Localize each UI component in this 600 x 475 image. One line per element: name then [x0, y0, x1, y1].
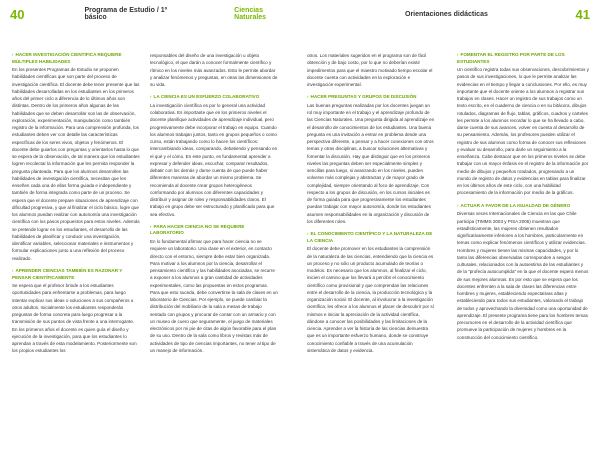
text-column-2 — [150, 52, 278, 472]
right-page-number: 41 — [575, 6, 590, 22]
section-paragraph: Las buenas preguntas realizadas por los docentes juegan un rol muy importante en el trabajo y el aprendizaje profundo de las Ciencias Naturales. Una pregunta dirigida al aprendizaje en el desarrollo de conocimientos de los estudiantes. Una buena pregunta es una invitación a entrar en problema desde una perspectiva diferente, a pensar y a hacer conexiones con otros temas y otras disciplinas, a buscar soluciones alternativas y fomentar la discusión. Hay que distinguir que en los primeros niveles las preguntas deben ser especialmente simples y sencillas para luego, si avanzando en los niveles, pueden volverse más complejas y abstractas y de mayor grado de complejidad, siempre orientando al foco de aprendizaje. Con respecto a los grupos de discusión, en los cursos iniciales es de forma guiada para que progresivamente los estudiantes puedan trabajar con mayor autonomía, donde los estudiantes asumen responsabilidades en la organización y discusión de los diferentes roles. — [307, 102, 435, 224]
section-paragraph: responsables del diseño de una investigación u objeto tecnológico, el que darán a conocer formalmente científico y rítmico en los niveles más avanzados. Esto le permite abordar y analizar fenómenos y preguntas, en otras las dimensiones de su vida. — [150, 53, 278, 87]
section-paragraph: En los presentes Programas de Estudio se proponen habilidades científicas que son parte del proceso de investigación científica. El docente debe tener presente que las habilidades desarrolladas en los estudiantes en los primeros años del primer ciclo a diferencia de lo últimos años son distintas. Dentro de los primeros años algunas de las habilidades que se deben desarrollar son las de observación, exploración, experimentación, manipulación como también registro de la información. Para una comprensión profunda, los estudiantes deben ver con detalle las características específicas de los seres vivos, objetos y fenómenos. El docente debe guiarlos con preguntas y orientarlos hasta lo que se espera de la observación, de tal manera que los estudiantes logren recolectar la información que les permita responder la pregunta planteada. Para que los alumnos desarrollen las habilidades de investigación científica, necesitan que les enseñen cada una de ellas forma guiada e independiente y también de forma integrada como parte de un proceso. Se espera que el docente prepare situaciones de aprendizaje con dificultad progresiva, y que al finalizar el ciclo básico, logre que los alumnos puedan realizar con autonomía una investigación científica con los pasos propuestos para estos niveles. Además se pretende lograr en los estudiantes, el desarrollo de las habilidades de planificar y conducir una investigación, identificar variables, seleccionar materiales e instrumentos y formular explicaciones junto a una reflexión del proceso realizado. — [12, 67, 140, 261]
section-heading: LA CIENCIA ES UN ESFUERZO COLABORATIVO — [153, 94, 260, 100]
text-column-4 — [457, 52, 589, 472]
section-block — [307, 94, 435, 225]
section-block — [12, 52, 140, 262]
program-title: Programa de Estudio / 1º básico — [84, 7, 168, 21]
section-block — [150, 94, 278, 218]
section-block — [457, 203, 589, 341]
section-block — [457, 52, 589, 197]
section-paragraph: La investigación científica es por lo general una actividad colaborativa. Es importante que en los primeros niveles el docente planifique actividades de aprendizaje individual, pero progresivamente debe incorporar el trabajo en equipo. Cuando los alumnos trabajan juntos, tanto en grupos pequeños o como curso, están trabajando como lo hacen los científicos: intercambiando ideas, comparando, debatiendo y pensando en el qué y el cómo. En este punto, es fundamental aprender a expresar y defender ideas, escuchar, comparar resultados, debatir con los demás y darse cuenta de que puede haber diferentes maneras de abordar un mismo problema. Se recomienda al docente crear grupos heterogéneos conformando por alumnos con diferentes capacidades y distribuir y asignar de roles y responsabilidades claros. El trabajo en grupo debe ser estructurado y planificado para que sea efectivo. — [150, 102, 278, 217]
section-heading: HACER PREGUNTAS Y GRUPOS DE DISCUSIÓN — [310, 94, 417, 100]
arrow-icon: › — [457, 202, 459, 208]
arrow-icon: › — [307, 94, 309, 100]
section-paragraph: otros. Los materiales sugeridos en el programa son de fácil obtención y de bajo costo, por lo que no deberían existir impedimentos para que el maestro motivado tiempo escolar el docente cuenta con actividades en la exploración e investigación experimental. — [307, 53, 433, 87]
section-heading: HACER INVESTIGACIÓN CIENTÍFICA REQUIERE MÚLTIPLES HABILIDADES — [12, 52, 122, 64]
text-column-1 — [12, 52, 140, 472]
section-paragraph: Un científico registra todas sus observaciones, descubrimientos y pasos de sus investigaciones, lo que le permite analizar las evidencias en el tiempo y llegar a conclusiones. Por ello, es muy importante que el docente oriente a los alumnos a registrar sus trabajos en clases. Hacer un registro de sus trabajos como un texto escrito, en el cuaderno de ciencia o en su bitácora, dibujos rotulados, diagramas de flujo, tablas, gráficos, cuadros y carteles les permite a los alumnos recordar lo que se ha llevado a cabo, darse cuenta de sus avances, volver en cuenta al desarrollo de su pensamiento. Además, los profesores pueden utilizar el registro de sus alumnos como forma de conocer sus reflexiones y evaluar su desarrollo, para darle un seguimiento a la enseñanza. Cabe destacar que en los primeros niveles se debe trabajar con un mayor énfasis en el registro de la información por medio de dibujos y pequeños rotulados, progresando a un mundo de registro de datos y evidencias en tablas para finalizar en los últimos años de este ciclo, con una habilidad procesamiento de la información por medio de la gráficos. — [457, 67, 589, 196]
section-heading: PARA HACER CIENCIA NO SE REQUIERE LABORATORIO — [150, 223, 245, 236]
section-title: Ciencias Naturales — [234, 7, 267, 21]
arrow-icon: › — [457, 52, 459, 57]
section-heading: FOMENTAR EL REGISTRO POR PARTE DE LOS ESTUDIANTES — [457, 52, 565, 64]
section-block — [12, 268, 140, 355]
section-block — [150, 52, 278, 88]
arrow-icon: › — [150, 223, 152, 229]
section-paragraph: Se espera que el profesor brinde a los estudiantes oportunidades para enfrentarse a problemas, para luego intentar explicar sus ideas o soluciones a sus compañeros u otros adultos. Inicialmente los estudiantes responderán preguntas de forma concreta para luego progresar a la transmisión de sus puntos de vista frente a una interrogante. En los primeros años el docente es quien guía el diseño y ejecución de la investigación, para que los estudiantes lo aprendan a través de esta modelamiento. Posteriormente son los propios estudiantes los — [12, 283, 137, 354]
section-block — [150, 224, 278, 354]
section-heading: ACTUAR A FAVOR DE LA IGUALDAD DE GÉNERO — [460, 202, 571, 208]
right-page-header — [305, 0, 590, 28]
text-column-3 — [307, 52, 435, 472]
section-block — [307, 231, 435, 354]
section-paragraph: El docente debe promover en los estudiantes la comprensión de la naturaleza de las ciencias, entendiendo que la ciencia es un proceso y no sólo un producto acumulado de teorías o modelos. Es necesario que los alumnos, al finalizar el ciclo, inicien el camino que los llevará a percibir el conocimiento científico como provisional y que comprendan las relaciones entre el desarrollo de la ciencia, la producción tecnológica y la organización social. El docente, al involucrar a la investigación científica, les ofrece a los alumnos el placer de descubrir por sí mismos e iniciar la apreciación de la actividad científica, dándose a conocer las posibilidades y las limitaciones de la ciencia. Aprender a ver la historia de las ciencias demuestra que es un importante esfuerzo humano, donde se construye conocimiento confiable a través de una acumulación sistemática de datos y evidencia. — [307, 246, 434, 353]
arrow-icon: › — [12, 267, 14, 273]
section-heading: APRENDER CIENCIAS TAMBIÉN ES RAZONAR Y PENSAR CIENTÍFICAMENTE — [12, 267, 123, 280]
arrow-icon: › — [150, 94, 152, 100]
section-block — [307, 52, 435, 88]
section-paragraph: Diversas veces Internacionales de Ciencia en las que Chile participa (TIMMS 2003 y PISA 2006) muestran que estadísticamente, las mujeres obtienen resultados significativamente inferiores a los hombres, particularmente en temas como explicar fenómenos científicos y utilizar evidencias. Hombres y mujeres tienen las mismas capacidades, y por lo tanto las diferencias observadas corresponden a sesgos culturales, relacionados con la autoestima de las estudiantes y de la "profecía autocumplida" en la que el docente espera menos de sus mejores alumnas. Es por esto que se espera que los docentes enfrenten a la sala de clases las diferencias entre hombres y mujeres, estableciendo expectativas altas y estableciendo para todos sus estudiantes, valorando el trabajo de todos y aprovechando la diversidad como una oportunidad de aprendizaje. El presente programa tiene para los hombres temas precursores en el desarrollo de la actividad científica que promueve la participación de mujeres y hombres en la construcción del conocimiento científico. — [457, 211, 589, 340]
orientations-title: Orientaciones didácticas — [405, 10, 488, 18]
arrow-icon: › — [12, 52, 14, 57]
left-page-header — [10, 0, 295, 28]
section-paragraph: En lo fundamental afirmar que para hacer ciencia no se requiere un laboratorio. Una clase en el exterior, en contacto directo con el entorno, siempre debe estar bien organizada. Para motivar a los alumnos por la ciencia, desarrollar el pensamiento científico y las habilidades asociadas, se recurre a exponer a los alumnos a gran cantidad de actividades experimentales, como las propuestas en estos programas. Para que esto suceda, debe convertirse la sala de clases en un laboratorio de Ciencias. Por ejemplo, se puede cambiar la distribución del mobiliario de la sala a mesas de trabajo sentado con grupos y procurar de contar con un armario y con un museo de cuero que seguramente, el juego de materiales electrónicos por mi pie de citas de algún favorable para el plan de su uso. Dentro de la sala como libros y revistas más de actividades de tipo de ciencias importantes, no tener al tipo de un manejo de información. — [150, 239, 278, 353]
arrow-icon: › — [307, 231, 309, 237]
left-page-number: 40 — [10, 6, 25, 22]
section-heading: EL CONOCIMIENTO CIENTÍFICO Y LA NATURALEZA DE LA CIENCIA — [307, 231, 433, 243]
